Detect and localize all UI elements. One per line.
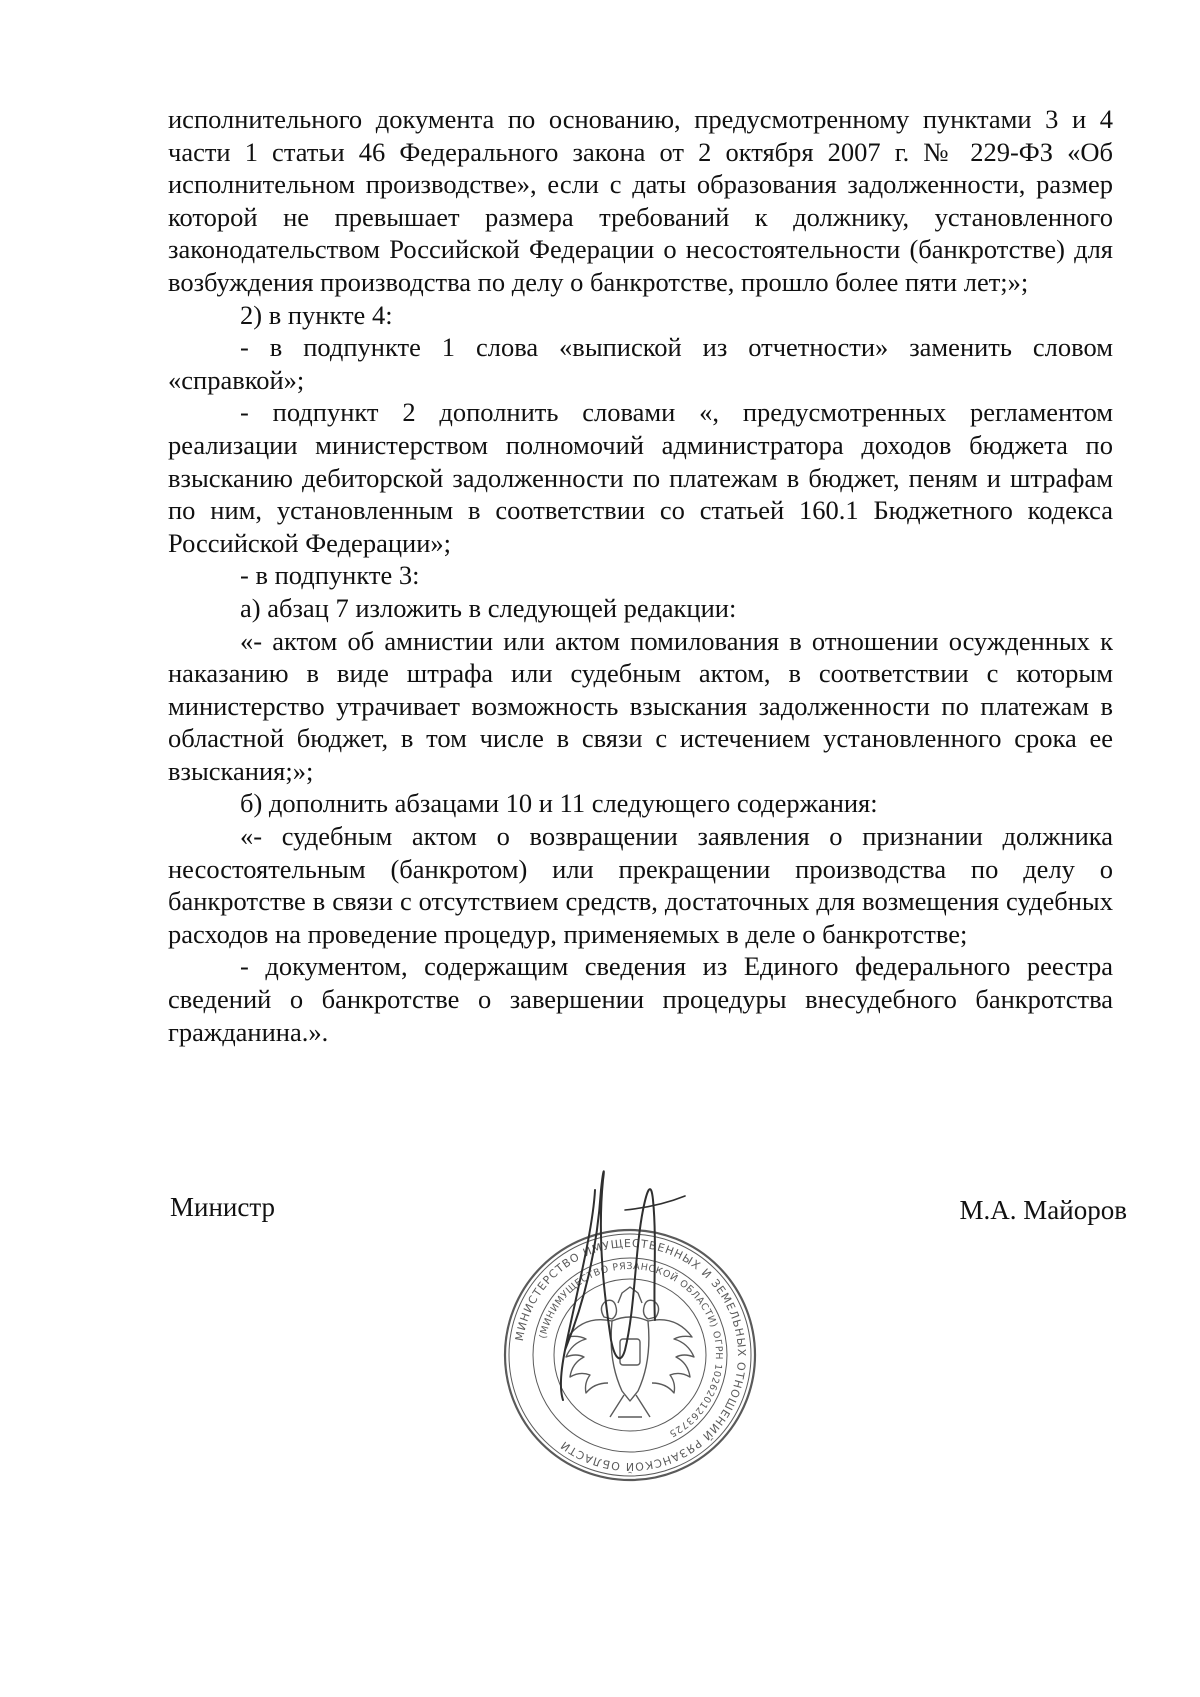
paragraph-item-2: 2) в пункте 4: — [240, 299, 393, 330]
handwritten-signature — [535, 1150, 715, 1430]
paragraph-a: а) абзац 7 изложить в следующей редакции: — [240, 592, 737, 623]
paragraph-amnesty: «- актом об амнистии или актом помилования в отношении осужденных к наказанию в виде штрафа или судебным актом, в соответствии с которым министерство утрачивает возможность взыскания задолженности по платежам в областной бюджет, в том числе в связи с истечением установленного срока ее взыскания;»; — [168, 625, 1113, 786]
paragraph-subitem-1: - в подпункте 1 слова «выпиской из отчетности» заменить словом «справкой»; — [168, 332, 1113, 395]
signatory-title: Министр — [170, 1192, 275, 1222]
document-body — [168, 103, 1113, 1048]
paragraph-registry: - документом, содержащим сведения из Единого федерального реестра сведений о банкротстве о завершении процедуры внесудебного банкротства гражданина.». — [168, 951, 1113, 1047]
signatory-name: М.А. Майоров — [959, 1195, 1127, 1225]
paragraph-subitem-2: - подпункт 2 дополнить словами «, предусмотренных регламентом реализации министерством полномочий администратора доходов бюджета по взысканию дебиторской задолженности по платежам в бюджет, пеням и штрафам по ним, установленным в соответствии со статьей 160.1 Бюджетного кодекса Российской Федерации»; — [168, 397, 1113, 558]
paragraph-continuation: исполнительного документа по основанию, предусмотренному пунктами 3 и 4 части 1 статьи 46 Федерального закона от 2 октября 2007 г. № 229-ФЗ «Об исполнительном производстве», если с даты образования задолженности, размер которой не превышает размера требований к должнику, установленного законодательством Российской Федерации о несостоятельности (банкротстве) для возбуждения производства по делу о банкротстве, прошло более пяти лет;»; — [168, 104, 1113, 297]
seal-inner-text: (МИНИМУЩЕСТВО РЯЗАНСКОЙ ОБЛАСТИ) ОГРН 1026201263725 — [537, 1260, 725, 1440]
paragraph-b: б) дополнить абзацами 10 и 11 следующего содержания: — [240, 788, 878, 819]
seal-outer-text: МИНИСТЕРСТВО ИМУЩЕСТВЕННЫХ И ЗЕМЕЛЬНЫХ ОТНОШЕНИЙ РЯЗАНСКОЙ ОБЛАСТИ — [512, 1236, 749, 1474]
paragraph-subitem-3: - в подпункте 3: — [240, 560, 420, 591]
paragraph-court-act: «- судебным актом о возвращении заявления о признании должника несостоятельным (банкротом) или прекращении производства по делу о банкротстве в связи с отсутствием средств, достаточных для возмещения судебных расходов на проведение процедур, применяемых в деле о банкротстве; — [168, 821, 1113, 949]
